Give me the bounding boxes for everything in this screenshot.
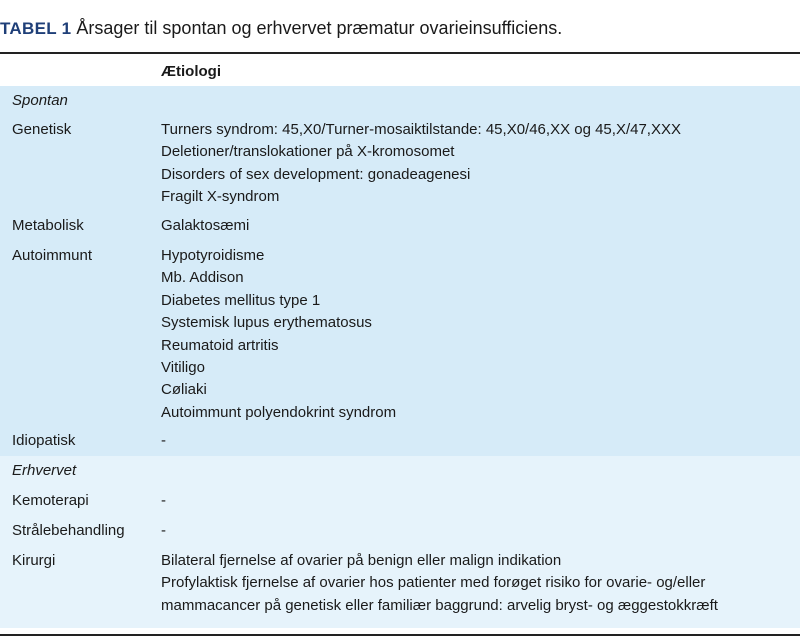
table-caption: Årsager til spontan og erhvervet præmatur ovarieinsufficiens. [76,18,563,38]
row-category: Idiopatisk [12,432,76,449]
row-value: Deletioner/translokationer på X-kromosomet [161,143,455,161]
row-category: Metabolisk [12,217,84,234]
row-category: Strålebehandling [12,522,125,539]
row-value: Systemisk lupus erythematosus [161,314,372,332]
row-values [161,119,681,209]
row-value: - [161,522,166,539]
column-header-aetiologi: Ætiologi [161,63,221,80]
row-values [161,520,166,542]
row-values [161,550,718,617]
top-rule [0,52,800,54]
row-value: - [161,492,166,509]
row-value: Vitiligo [161,359,205,377]
section-heading: Erhvervet [12,462,77,479]
row-value: - [161,432,166,449]
row-values [161,245,396,424]
row-value: Bilateral fjernelse af ovarier på benign eller malign indikation [161,552,562,569]
row-value: Turners syndrom: 45,X0/Turner-mosaiktilstande: 45,X0/46,XX og 45,X/47,XXX [161,121,681,138]
row-category: Kirurgi [12,552,56,569]
row-category: Genetisk [12,121,72,138]
bottom-rule [0,634,800,636]
row-value: Autoimmunt polyendokrint syndrom [161,403,397,421]
row-category: Autoimmunt [12,247,93,264]
row-value: mammacancer på genetisk eller familiær baggrund: arvelig bryst- og æggestokkræft [161,596,718,614]
row-value: Reumatoid artritis [161,336,279,354]
row-value: Hypotyroidisme [161,247,265,264]
row-value: Disorders of sex development: gonadeagenesi [161,165,471,183]
row-values [161,430,166,452]
row-value: Diabetes mellitus type 1 [161,291,321,309]
row-value: Galaktosæmi [161,217,250,234]
table-title [0,16,562,41]
row-category: Kemoterapi [12,492,89,509]
row-values [161,215,249,237]
row-value: Profylaktisk fjernelse af ovarier hos patienter med forøget risiko for ovarie- og/eller [161,574,706,592]
section-heading: Spontan [12,92,68,109]
table-label: TABEL 1 [0,19,72,38]
row-value: Mb. Addison [161,269,244,287]
row-value: Fragilt X-syndrom [161,188,280,206]
row-values [161,490,166,512]
row-value: Cøliaki [161,381,207,399]
